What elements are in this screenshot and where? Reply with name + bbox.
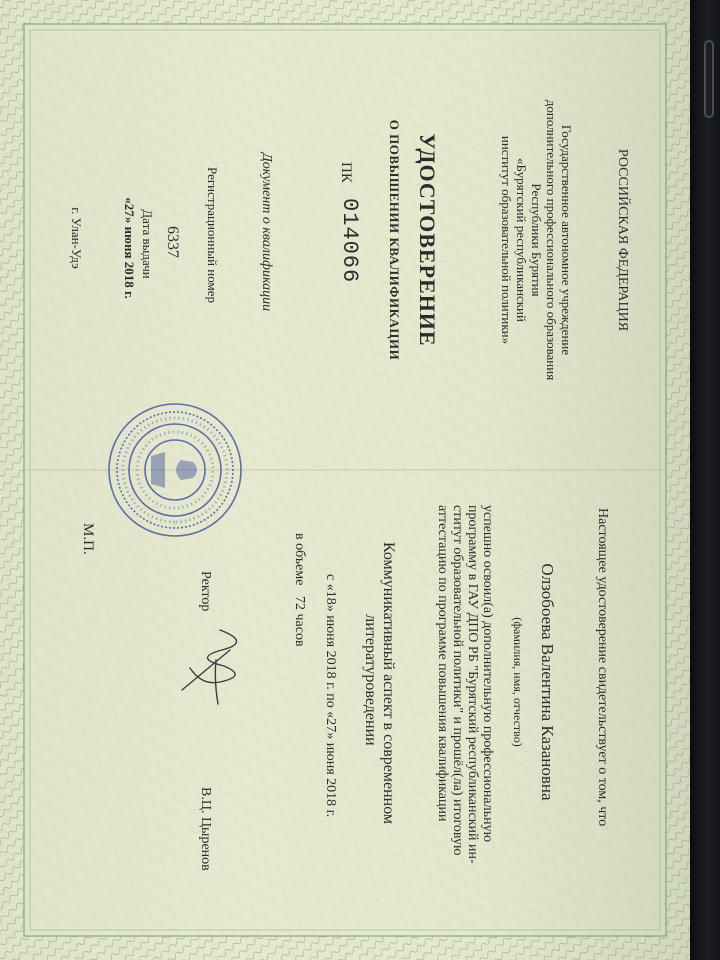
certificate-series: ПК <box>338 162 354 183</box>
rector-name: В.Ц. Цыренов <box>198 787 213 871</box>
volume-value: 72 часов <box>292 596 307 647</box>
volume-label: в объеме <box>292 533 307 586</box>
program-line-1: Коммуникативный аспект в современном <box>380 541 397 825</box>
intro-text: Настоящее удостоверение свидетельствует о том, что <box>595 508 610 827</box>
rector-signature <box>170 620 260 710</box>
binder-clip <box>704 40 714 118</box>
country-heading: РОССИЙСКАЯ ФЕДЕРАЦИЯ <box>615 148 630 332</box>
name-caption: (фамилия, имя, отчество) <box>511 617 525 747</box>
person-name: Олзобоева Валентина Казановна <box>538 563 557 801</box>
institution-line-2: дополнительного профессионального образования <box>544 99 559 381</box>
round-seal-stamp <box>105 400 245 540</box>
rector-label: Ректор <box>198 571 213 612</box>
institution-line-1: Государственное автономное учреждение <box>559 124 574 356</box>
dark-background-edge <box>690 0 720 960</box>
completion-line-2: программу в ГАУ ДПО РБ "Бурятский республиканский ин- <box>465 505 480 864</box>
registration-label: Регистрационный номер <box>205 167 220 303</box>
certificate-subtitle: О ПОВЫШЕНИИ КВАЛИФИКАЦИИ <box>387 119 402 361</box>
completion-line-3: ститут образовательной политики" и прошёл(ла) итоговую <box>450 505 465 856</box>
issue-date: «27» июня 2018 г. <box>122 197 137 299</box>
program-line-2: литературоведении <box>362 614 379 746</box>
stamp-label: М.П. <box>80 523 96 555</box>
completion-line-1: успешно освоил(а) дополнительную профессиональную <box>480 505 495 843</box>
certificate-number: 014066 <box>337 198 362 284</box>
issue-date-label: Дата выдачи <box>140 209 155 279</box>
completion-line-4: аттестацию по программе повышения квалификации <box>435 505 450 822</box>
certificate-title: УДОСТОВЕРЕНИЕ <box>415 133 440 347</box>
institution-line-5: институт образовательной политики» <box>499 135 514 345</box>
city: г. Улан-Удэ <box>69 207 84 269</box>
document-type: Документ о квалификации <box>259 152 274 312</box>
institution-line-3: Республики Бурятия <box>529 183 544 297</box>
institution-line-4: «Бурятский республиканский <box>514 158 529 322</box>
registration-number: 6337 <box>164 226 181 258</box>
study-period: с «18» июня 2018 г. по «27» июня 2018 г. <box>323 574 338 818</box>
